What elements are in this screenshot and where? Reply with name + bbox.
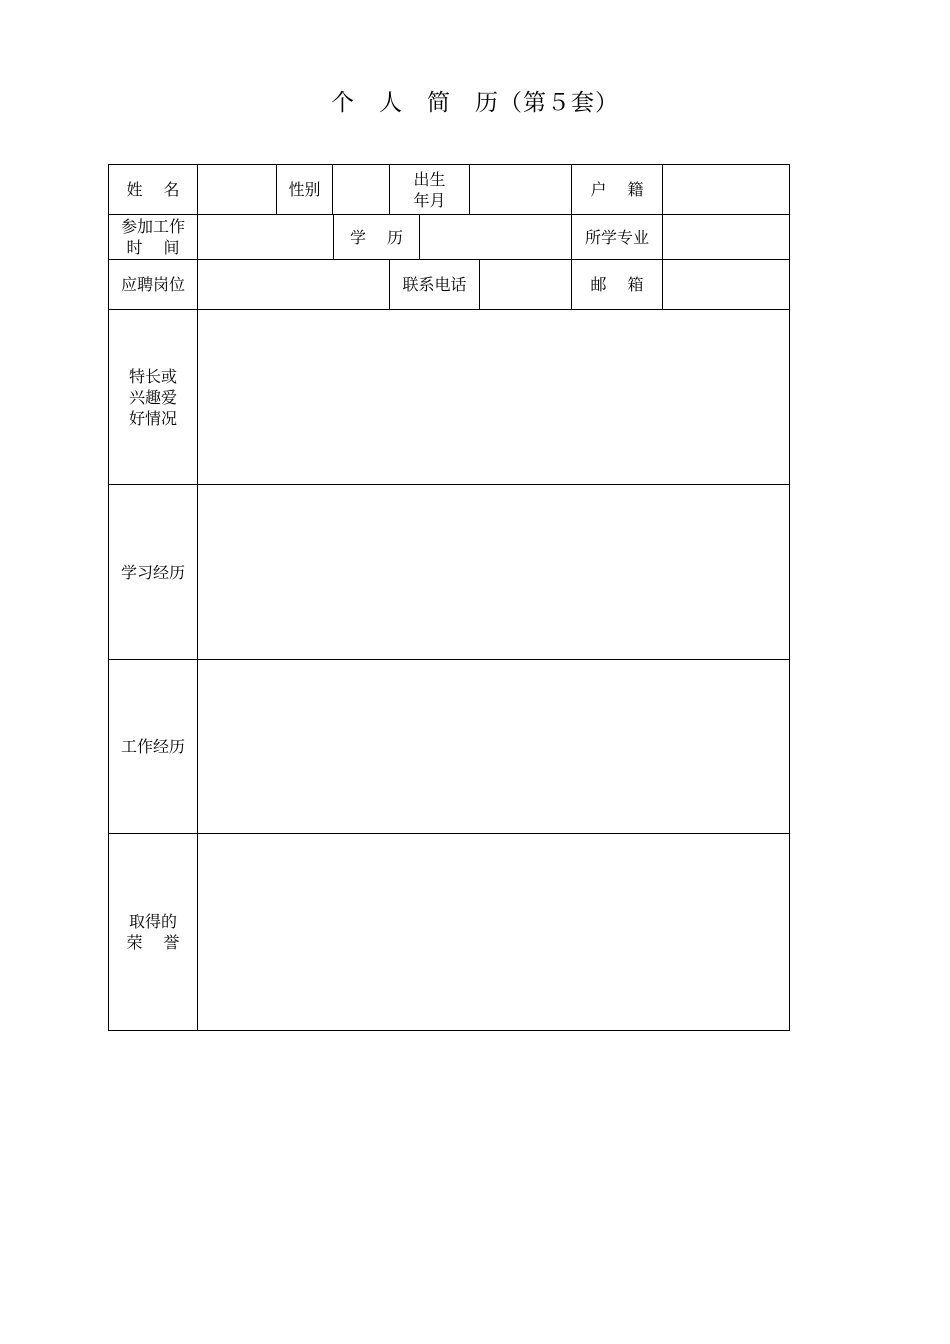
email-field[interactable] [662, 259, 790, 310]
hukou-label: 户 籍 [571, 164, 663, 215]
major-label: 所学专业 [571, 214, 663, 260]
work-start-field[interactable] [197, 214, 334, 260]
birth-date-label: 出生 年月 [389, 164, 470, 215]
position-label: 应聘岗位 [108, 259, 198, 310]
phone-label: 联系电话 [389, 259, 480, 310]
hukou-field[interactable] [662, 164, 790, 215]
name-label: 姓 名 [108, 164, 198, 215]
education-field[interactable] [419, 214, 572, 260]
work-history-label: 工作经历 [108, 659, 198, 834]
study-history-field[interactable] [197, 484, 790, 660]
honors-field[interactable] [197, 833, 790, 1031]
page-title: 个 人 简 历（第５套） [331, 90, 619, 116]
education-label: 学 历 [333, 214, 420, 260]
gender-field[interactable] [332, 164, 390, 215]
name-field[interactable] [197, 164, 277, 215]
phone-field[interactable] [479, 259, 572, 310]
work-start-label: 参加工作 时 间 [108, 214, 198, 260]
study-history-label: 学习经历 [108, 484, 198, 660]
email-label: 邮 箱 [571, 259, 663, 310]
birth-date-field[interactable] [469, 164, 572, 215]
work-history-field[interactable] [197, 659, 790, 834]
gender-label: 性别 [276, 164, 333, 215]
major-field[interactable] [662, 214, 790, 260]
hobbies-field[interactable] [197, 309, 790, 485]
position-field[interactable] [197, 259, 390, 310]
honors-label: 取得的 荣 誉 [108, 833, 198, 1031]
hobbies-label: 特长或 兴趣爱 好情况 [108, 309, 198, 485]
